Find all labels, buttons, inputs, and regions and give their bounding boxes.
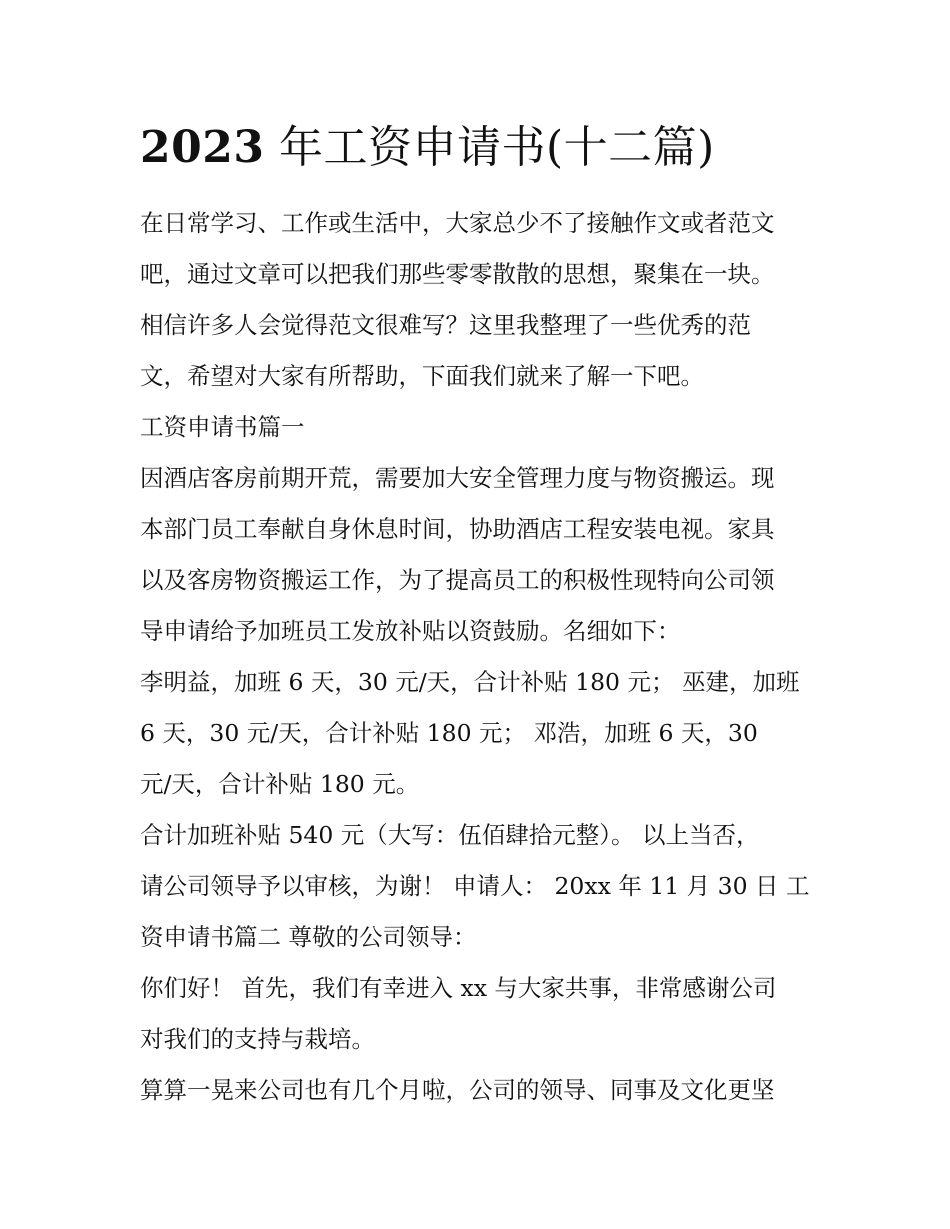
paragraph-line: 6 天，30 元/天，合计补贴 180 元； 邓浩，加班 6 天，30 <box>140 719 758 747</box>
document-title <box>140 118 840 178</box>
intro-line-1: 在日常学习、工作或生活中，大家总少不了接触作文或者范文 <box>140 209 775 237</box>
paragraph-line: 资申请书篇二 尊敬的公司领导： <box>140 923 477 951</box>
intro-line-2: 吧，通过文章可以把我们那些零零散散的思想，聚集在一块。 <box>140 260 775 288</box>
title-year: 2023 <box>140 122 265 173</box>
intro-line-4: 文，希望对大家有所帮助，下面我们就来了解一下吧。 <box>140 362 704 390</box>
paragraph-line: 你们好！ 首先，我们有幸进入 xx 与大家共事，非常感谢公司 <box>140 974 777 1002</box>
paragraph-line: 李明益，加班 6 天，30 元/天，合计补贴 180 元； 巫建，加班 <box>140 668 800 696</box>
paragraph-line: 合计加班补贴 540 元（大写：伍佰肆拾元整）。 以上当否， <box>140 821 760 849</box>
paragraph-line: 本部门员工奉献自身休息时间，协助酒店工程安装电视。家具 <box>140 515 775 543</box>
section-heading-1: 工资申请书篇一 <box>140 413 305 441</box>
paragraph-line: 算算一晃来公司也有几个月啦，公司的领导、同事及文化更坚 <box>140 1076 775 1104</box>
title-text: 年工资申请书(十二篇) <box>264 122 715 173</box>
paragraph-line: 因酒店客房前期开荒，需要加大安全管理力度与物资搬运。现 <box>140 464 775 492</box>
paragraph-line: 元/天，合计补贴 180 元。 <box>140 770 420 798</box>
paragraph-line: 以及客房物资搬运工作，为了提高员工的积极性现特向公司领 <box>140 566 775 594</box>
paragraph-line: 导申请给予加班员工发放补贴以资鼓励。名细如下： <box>140 617 681 645</box>
paragraph-line: 对我们的支持与栽培。 <box>140 1025 375 1053</box>
document-body <box>140 198 820 1116</box>
intro-line-3: 相信许多人会觉得范文很难写？这里我整理了一些优秀的范 <box>140 311 751 339</box>
paragraph-line: 请公司领导予以审核，为谢！ 申请人： 20xx 年 11 月 30 日 工 <box>140 872 810 900</box>
